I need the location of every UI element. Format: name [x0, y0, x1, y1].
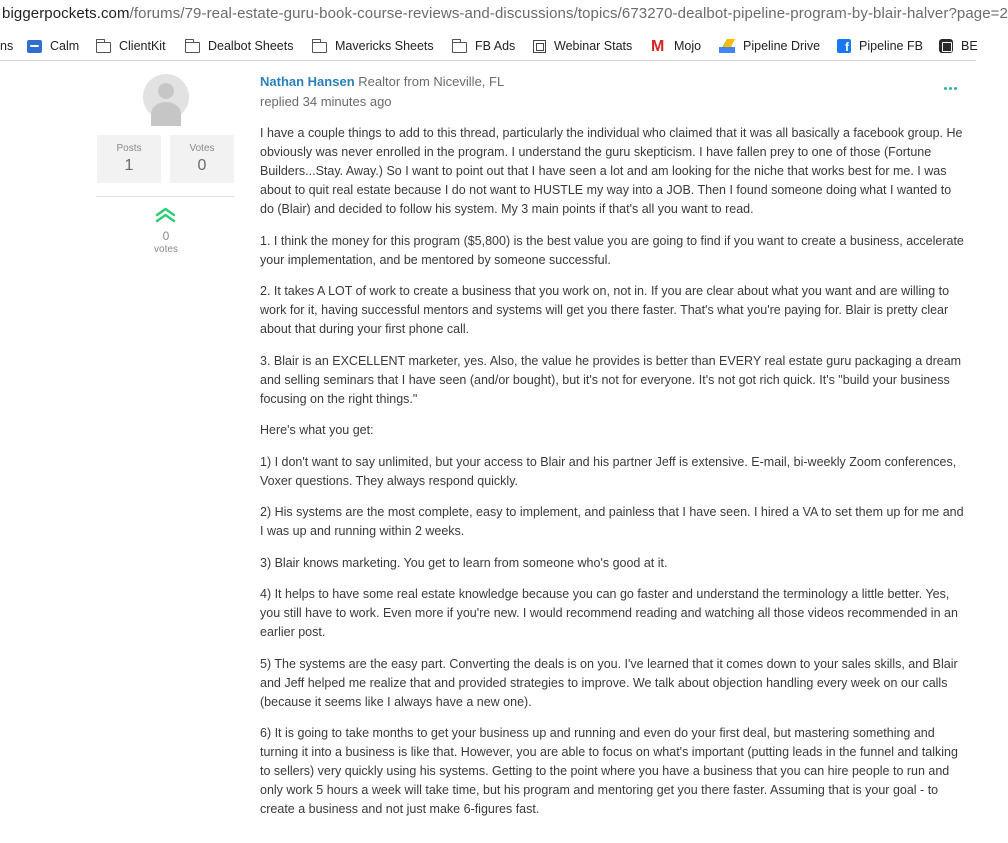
bookmark-label: Mojo: [674, 39, 702, 53]
upvote-icon[interactable]: [155, 207, 176, 223]
folder-icon: [452, 42, 467, 53]
bookmark-label: ns: [0, 39, 14, 53]
author-divider: [96, 196, 234, 197]
url-domain: biggerpockets.com: [2, 5, 130, 22]
post-paragraph: Here's what you get:: [260, 423, 374, 437]
post-paragraph: 3. Blair is an EXCELLENT marketer, yes. Also, the value he provides is better than EVERY real estate guru packaging a dream and selling seminars that I have seen (and/or bought), but it's not for everyone. It's not got rich quick. It's "build your business focusing on the right things.": [260, 353, 962, 406]
bookmark-mavericks-sheets[interactable]: [312, 38, 434, 54]
google-drive-icon: [719, 39, 735, 53]
url-path: /forums/79-real-estate-guru-book-course-reviews-and-discussions/topics/673270-dealbot-pipeline-program-by-blair-halver?page=2: [129, 5, 1008, 22]
folder-icon: [185, 42, 200, 53]
bookmarks-bar: [0, 31, 976, 61]
post-paragraph: 1) I don't want to say unlimited, but your access to Blair and his partner Jeff is extensive. E-mail, bi-weekly Zoom conferences, Voxer questions. They always respond quickly.: [260, 454, 957, 488]
bookmark-label: BE: [961, 39, 978, 53]
bookmark-label: FB Ads: [475, 39, 516, 53]
more-options-icon[interactable]: [944, 83, 960, 93]
webinar-icon: [533, 40, 546, 53]
bookmark-label: Pipeline FB: [859, 39, 923, 53]
bookmark-label: Calm: [50, 39, 80, 53]
bookmark-app-icon: [939, 39, 953, 53]
bookmark-calm[interactable]: [27, 38, 79, 54]
bookmark-label: Pipeline Drive: [743, 39, 821, 53]
post-header: [260, 74, 504, 89]
url-text[interactable]: [2, 5, 1008, 22]
bookmark-mojo[interactable]: [651, 38, 701, 54]
posts-count: 1: [124, 157, 134, 174]
author-name-link[interactable]: Nathan Hansen: [260, 74, 355, 89]
facebook-icon: f: [837, 39, 851, 53]
post-paragraph: 2) His systems are the most complete, easy to implement, and painless that I have seen. I hired a VA to set them up for me and I was up and running within 2 weeks.: [260, 505, 964, 538]
votes-stat: [170, 135, 234, 183]
post-paragraph: 5) The systems are the easy part. Converting the deals is on you. I've learned that it comes down to your sales skills, and Blair and Jeff helped me realize that and provided strategies to improve. We talk about objection handling every week on our calls (because it seems like I always have a new one).: [260, 656, 958, 709]
bookmark-be[interactable]: [939, 38, 978, 54]
address-bar[interactable]: [0, 0, 1008, 31]
bookmark-ns[interactable]: [0, 38, 13, 54]
mojo-icon: M: [651, 37, 665, 55]
bookmark-clientkit[interactable]: [96, 38, 166, 54]
bookmark-dealbot-sheets[interactable]: [185, 38, 293, 54]
folder-icon: [312, 42, 327, 53]
bookmark-webinar-stats[interactable]: [533, 38, 632, 54]
posts-label: Posts: [116, 143, 142, 154]
bookmark-label: Mavericks Sheets: [335, 39, 434, 53]
calm-icon: [27, 40, 42, 53]
votes-label: Votes: [189, 143, 215, 154]
bookmark-pipeline-drive[interactable]: [719, 38, 820, 54]
vote-count: 0: [162, 229, 170, 243]
post-paragraph: 3) Blair knows marketing. You get to learn from someone who's good at it.: [260, 555, 668, 570]
votes-count: 0: [197, 157, 207, 174]
post-paragraph: 4) It helps to have some real estate knowledge because you can go faster and understand the terminology a little better. Yes, you still have to work. Even more if you're new. I would recommend reading and watching all those videos recommended in an earlier post.: [260, 587, 958, 639]
bookmark-pipeline-fb[interactable]: [837, 38, 923, 54]
bookmark-fb-ads[interactable]: [452, 38, 515, 54]
post-body: [260, 124, 968, 832]
posts-stat: [97, 135, 161, 183]
post-paragraph: 6) It is going to take months to get your business up and running and even do your first deal, but mastering something and turning it into a business is like that. However, you are able to focus on what's important (putting leads in the funnel and talking to sellers) very quickly using his systems. Getting to the point where you have a business that you can hire people to run and only work 5 hours a week will take time, but his program and mentoring get you there faster. Assuming that is your goal - to create a business and not just make 6-figures fast.: [260, 726, 958, 816]
post-paragraph: 2. It takes A LOT of work to create a business that you work on, not in. If you are clear about what you want and are willing to work for it, having successful mentors and systems will get you there faster. That's what you're paying for. Blair is pretty clear about that during your first phone call.: [260, 284, 950, 336]
folder-icon: [96, 42, 111, 53]
post-paragraph: 1. I think the money for this program ($5,800) is the best value you are going to find if you want to create a business, accelerate your implementation, and be mentored by someone successful.: [260, 233, 964, 267]
bookmark-label: ClientKit: [119, 39, 166, 53]
author-role: Realtor from Niceville, FL: [358, 74, 505, 89]
avatar[interactable]: [143, 74, 189, 120]
reply-timestamp: replied 34 minutes ago: [260, 94, 392, 109]
bookmark-label: Dealbot Sheets: [208, 39, 294, 53]
post-paragraph: I have a couple things to add to this thread, particularly the individual who claimed that it was all basically a facebook group. He obviously was never enrolled in the program. I understand the guru skepticism. I have fallen prey to one of those (Fortune Builders...Stay. Away.) So I want to point out that I have seen a lot and am looking for the niche that works best for me. I was about to quit real estate because I do not want to HUSTLE my way into a JOB. Then I found someone doing what I wanted to do (Blair) and decided to follow his system. My 3 main points if that's all you want to read.: [260, 126, 963, 216]
bookmark-label: Webinar Stats: [554, 39, 633, 53]
vote-label: votes: [154, 244, 178, 255]
